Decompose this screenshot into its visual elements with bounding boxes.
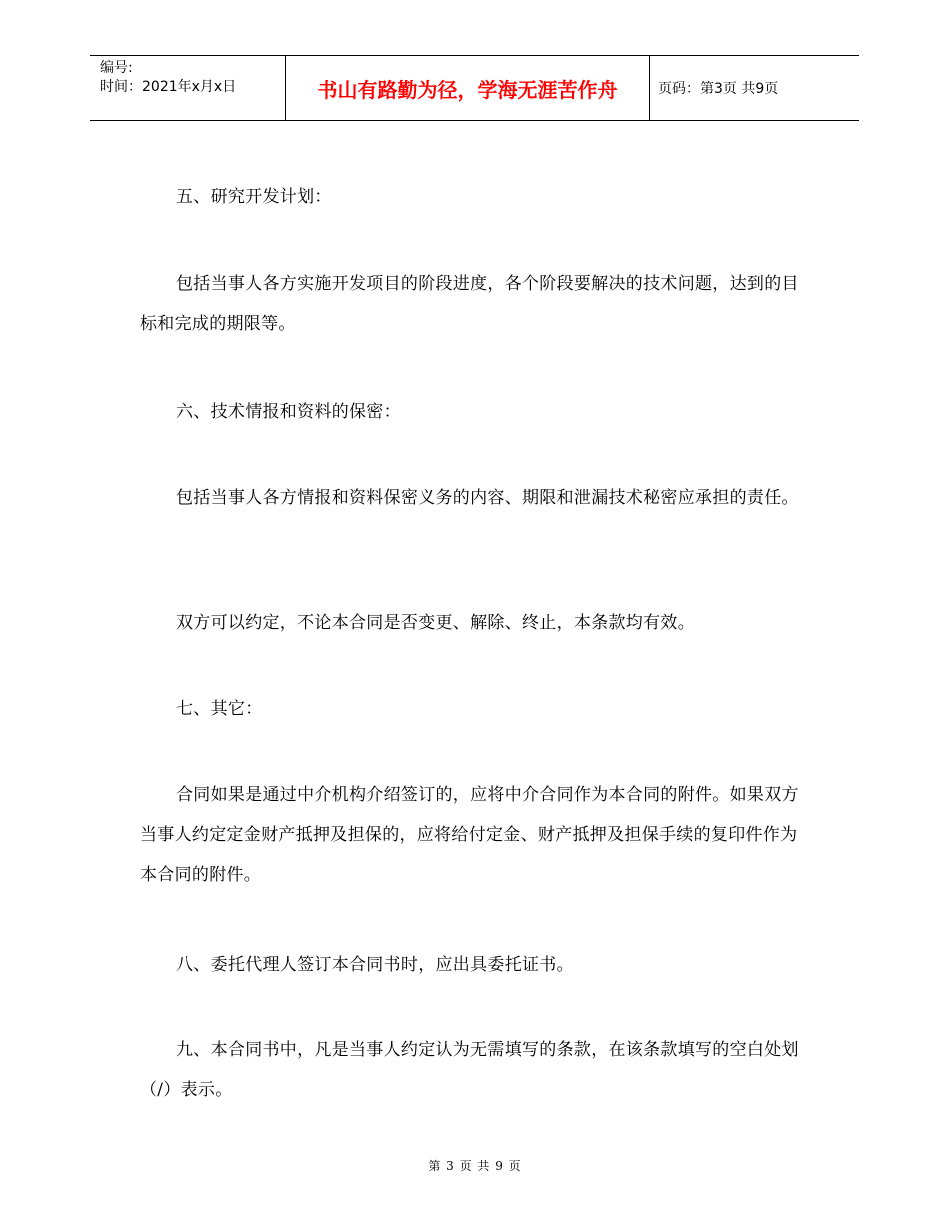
header-meta (90, 56, 286, 120)
section-heading-8: 八、委托代理人签订本合同书时，应出具委托证书。 (176, 955, 574, 975)
header-motto: 书山有路勤为径，学海无涯苦作舟 (286, 56, 650, 120)
section-heading-6: 六、技术情报和资料的保密： (176, 402, 401, 422)
body-paragraph: 包括当事人各方实施开发项目的阶段进度，各个阶段要解决的技术问题，达到的目标和完成的期限等。 (140, 274, 799, 334)
page-header (90, 55, 859, 121)
body-paragraph: 双方可以约定，不论本合同是否变更、解除、终止，本条款均有效。 (176, 613, 695, 633)
document-time-label: 时间：2021年x月x日 (100, 79, 237, 95)
section-heading-5: 五、研究开发计划： (176, 187, 332, 207)
page-footer: 第 3 页 共 9 页 (428, 1159, 522, 1173)
section-heading-7: 七、其它： (176, 699, 263, 719)
section-heading-9: 九、本合同书中，凡是当事人约定认为无需填写的条款，在该条款填写的空白处划（/）表示。 (140, 1040, 799, 1100)
body-paragraph: 包括当事人各方情报和资料保密义务的内容、期限和泄漏技术秘密应承担的责任。 (176, 488, 799, 508)
header-page-info: 页码：第3页 共9页 (658, 81, 779, 97)
document-number-label: 编号: (100, 60, 133, 76)
body-paragraph: 合同如果是通过中介机构介绍签订的，应将中介合同作为本合同的附件。如果双方当事人约定定金财产抵押及担保的，应将给付定金、财产抵押及担保手续的复印件作为本合同的附件。 (140, 785, 799, 885)
